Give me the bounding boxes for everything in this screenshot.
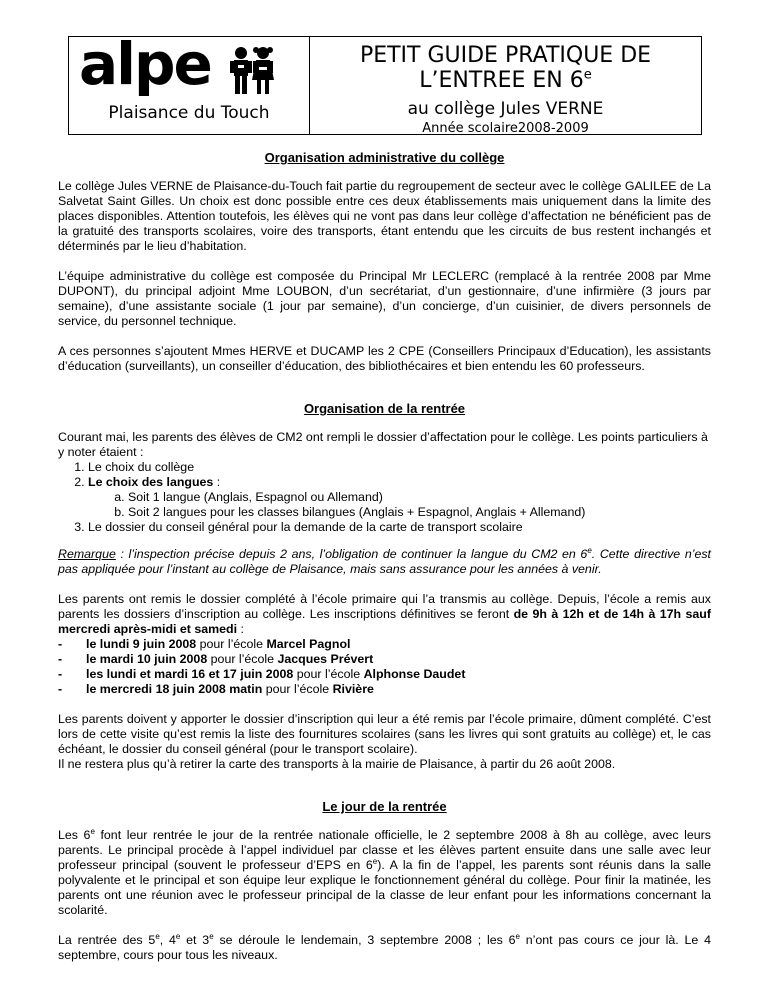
section-title-administration: Organisation administrative du collège [264, 150, 505, 165]
paragraph: Courant mai, les parents des élèves de CM2 ont rempli le dossier d’affectation pour le collège. Les points particuliers à y noter étaient : [58, 430, 708, 459]
location-label: Plaisance du Touch [108, 103, 270, 123]
paragraph: Les parents doivent y apporter le dossier d’inscription qui leur a été remis par l’école primaire, dûment complété. C’est lors de cette visite qu’est remis la liste des fournitures scolaires (sans les livres qui sont gratuits au collège) et, le cas échéant, le dossier du conseil général (pour le transport scolaire). [58, 712, 711, 756]
list-item: - le lundi 9 juin 2008 pour l’école Marcel Pagnol [58, 637, 711, 652]
college-subtitle: au collège Jules VERNE [407, 99, 604, 119]
guide-title [310, 43, 701, 93]
document-body [58, 150, 711, 978]
header-box [68, 30, 702, 136]
paragraph: L’équipe administrative du collège est composée du Principal Mr LECLERC (remplacé à la rentrée 2008 par Mme DUPONT), du principal adjoint Mme LOUBON, d’un secrétariat, d’un gestionnaire, d’une infirmière (3 jours par semaine), d’une assistante sociale (1 jour par semaine), d’un concierge, d’un cuisinier, de divers personnels de service, du personnel technique. [58, 269, 711, 328]
list-item: - le mardi 10 juin 2008 pour l’école Jacques Prévert [58, 652, 711, 667]
header-title-cell [310, 37, 701, 134]
section-title-jour-rentree: Le jour de la rentrée [322, 799, 447, 814]
section-jour-rentree [58, 799, 711, 963]
list-item: - le mercredi 18 juin 2008 matin pour l’école Rivière [58, 682, 711, 697]
list-item: 1. Le choix du collège [88, 460, 711, 475]
remark: Remarque : l’inspection précise depuis 2 ans, l’obligation de continuer la langue du CM2 en 6e. Cette directive n’est pas appliquée pour l’instant au collège de Plaisance, mais sans assurance pour les années à venir. [58, 545, 711, 576]
paragraph: Il ne restera plus qu’à retirer la carte des transports à la mairie de Plaisance, à partir du 26 août 2008. [58, 757, 616, 771]
list-item: - les lundi et mardi 16 et 17 juin 2008 pour l’école Alphonse Daudet [58, 667, 711, 682]
title-line-2: L’ENTREE EN 6e [419, 67, 592, 93]
list-item: 2. Le choix des langues : a. Soit 1 langue (Anglais, Espagnol ou Allemand) b. Soit 2 langues pour les classes bilangues (Anglais + Espagnol, Anglais + Allemand) [88, 475, 711, 520]
title-line-1: PETIT GUIDE PRATIQUE DE [359, 43, 652, 68]
list-item: a. Soit 1 langue (Anglais, Espagnol ou Allemand) [128, 490, 711, 505]
alpe-logo: alpe [79, 30, 211, 98]
section-rentree-organisation [58, 401, 711, 772]
school-year: Année scolaire2008-2009 [422, 121, 589, 136]
paragraph: A ces personnes s’ajoutent Mmes HERVE et DUCAMP les 2 CPE (Conseillers Principaux d’Education), les assistants d’éducation (surveillants), un conseiller d’éducation, des bibliothécaires et bien entendu les 60 professeurs. [58, 344, 711, 373]
children-logo-icon [229, 45, 275, 97]
paragraph: Le collège Jules VERNE de Plaisance-du-Touch fait partie du regroupement de secteur avec le collège GALILEE de La Salvetat Saint Gilles. Un choix est donc possible entre ces deux établissements mais uniquement dans la limite des places disponibles. Attention toutefois, les élèves qui ne vont pas dans leur collège d’affectation ne bénéficient pas de la gratuité des transports scolaires, voire des transports, étant entendu que les circuits de bus restent inchangés et déterminés par le lieu d’habitation. [58, 179, 711, 253]
dates-list [58, 637, 711, 697]
header-logo-cell [69, 30, 310, 134]
section-administration [58, 150, 711, 374]
list-item: b. Soit 2 langues pour les classes bilangues (Anglais + Espagnol, Anglais + Allemand) [128, 505, 711, 520]
paragraph: Les parents ont remis le dossier complété à l’école primaire qui l’a transmis au collège. Depuis, l’école a remis aux parents les dossiers d’inscription au collège. Les inscriptions définitives se feront de 9h à 12h et de 14h à 17h sauf mercredi après-midi et samedi : [58, 592, 711, 636]
numbered-list [58, 460, 711, 535]
sub-list [88, 490, 711, 520]
section-title-rentree: Organisation de la rentrée [303, 401, 466, 416]
paragraph: Les 6e font leur rentrée le jour de la rentrée nationale officielle, le 2 septembre 2008 à 8h au collège, avec leurs parents. Le principal procède à l’appel individuel par classe et les élèves partent ensuite dans une salle avec leur professeur principal (souvent le professeur d’EPS en 6e). A la fin de l’appel, les parents sont réunis dans la salle polyvalente et le principal et son équipe leur explique le fonctionnement général du collège. Pour finir la matinée, les parents ont une réunion avec le professeur principal de la classe de leur enfant pour les informations concernant la scolarité. [58, 826, 712, 917]
list-item: 3. Le dossier du conseil général pour la demande de la carte de transport scolaire [88, 520, 711, 535]
paragraph: La rentrée des 5e, 4e et 3e se déroule le lendemain, 3 septembre 2008 ; les 6e n’ont pas cours ce jour là. Le 4 septembre, cours pour tous les niveaux. [58, 931, 711, 962]
